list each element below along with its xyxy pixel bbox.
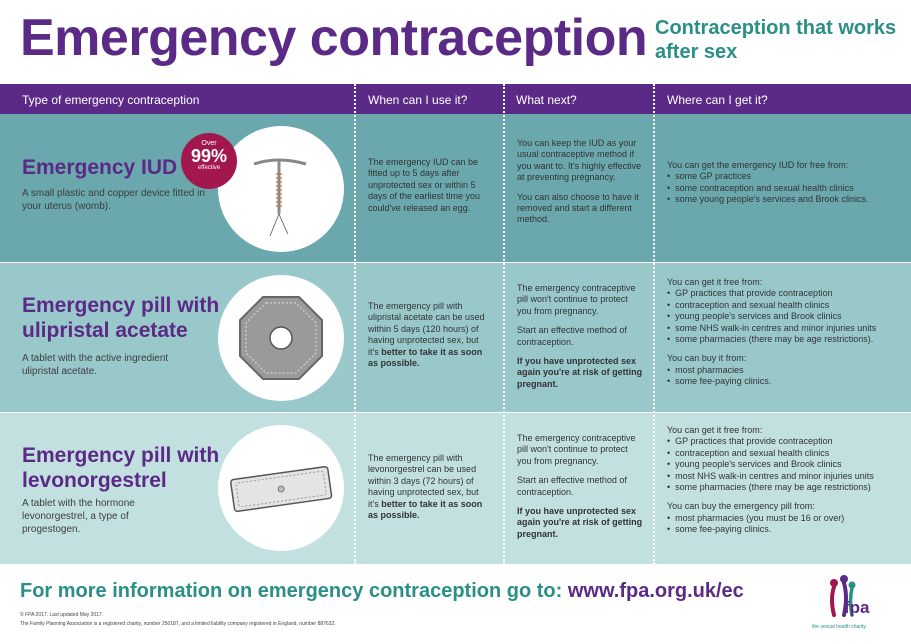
page-subtitle: Contraception that works after sex (655, 17, 897, 63)
fpa-logo-text: fpa (844, 598, 870, 617)
copyright-text: © FPA 2017. Last updated May 2017. (20, 612, 104, 618)
method-description-iud: A small plastic and copper device fitted in your uterus (womb). (22, 188, 205, 212)
list-item: • some pharmacies (there may be age restrictions). (667, 334, 905, 345)
page-title: Emergency contraception (20, 9, 648, 67)
list-item: • GP practices that provide contraception (667, 436, 905, 447)
next-text-ulipristal: The emergency contraceptive pill won't continue to protect you from pregnancy. Start an effective method of contraception. If you have unprotected sex again you're at risk of getting pregnant. (517, 283, 643, 389)
list-item: • most pharmacies (667, 365, 905, 376)
list-item: • GP practices that provide contraception (667, 288, 905, 299)
method-name-levonorgestrel: Emergency pill with levonorgestrel (22, 444, 220, 492)
list-item: • some fee-paying clinics. (667, 524, 905, 535)
column-header-when: When can I use it? (368, 93, 468, 107)
fpa-tagline: the sexual health charity (812, 624, 866, 630)
where-text-ulipristal: You can get it free from: • GP practices that provide contraception • contraception and sexual health clinics • young people's services and Brook clinics • some NHS walk-in centres and minor injuries units • some pharmacies (there may be age restrictions). You can buy it from: • most pharmacies • some fee-paying clinics. (667, 277, 905, 388)
list-item: • some young people's services and Brook clinics. (667, 194, 902, 205)
column-divider (653, 84, 655, 564)
list-item: • contraception and sexual health clinics (667, 448, 905, 459)
column-divider (354, 84, 356, 564)
pill-pack-icon (218, 275, 344, 401)
method-description-levonorgestrel: A tablet with the hormone levonorgestrel, a type of progestogen. (22, 498, 135, 535)
column-header-type: Type of emergency contraception (22, 93, 200, 107)
pill-blister-icon (218, 425, 344, 551)
next-text-iud: You can keep the IUD as your usual contraceptive method if you want to. It's highly effective at preventing pregnancy. You can also choose to have it removed and start a different method. (517, 138, 642, 225)
more-info-line (20, 580, 744, 603)
when-text-ulipristal: The emergency pill with ulipristal acetate can be used within 5 days (120 hours) of having unprotected sex, but it's better to take it as soon as possible. (368, 301, 485, 369)
effectiveness-badge: Over 99% effective (181, 133, 237, 189)
table-header (0, 84, 911, 114)
list-item: • most pharmacies (you must be 16 or over) (667, 513, 905, 524)
more-info-text: For more information on emergency contraception go to: (20, 580, 563, 602)
list-item: • some fee-paying clinics. (667, 376, 905, 387)
list-item: • some contraception and sexual health clinics (667, 183, 902, 194)
method-name-iud: Emergency IUD (22, 156, 178, 179)
levonorgestrel-pill-illustration (218, 425, 344, 551)
fpa-website-link[interactable]: www.fpa.org.uk/ec (567, 580, 744, 602)
column-divider (503, 84, 505, 564)
legal-text: The Family Planning Association is a registered charity, number 250187, and a limited liability company registered in England, number 887632. (20, 621, 336, 627)
column-header-where: Where can I get it? (667, 93, 768, 107)
where-text-levonorgestrel: You can get it free from: • GP practices that provide contraception • contraception and sexual health clinics • young people's services and Brook clinics • most NHS walk-in centres and minor injuries units • some pharmacies (there may be age restrictions) You can buy the emergency pill from: • most pharmacies (you must be 16 or over) • some fee-paying clinics. (667, 425, 905, 536)
where-text-iud: You can get the emergency IUD for free from: • some GP practices • some contraception and sexual health clinics • some young people's services and Brook clinics. (667, 160, 902, 206)
list-item: • young people's services and Brook clinics (667, 459, 905, 470)
list-item: • some GP practices (667, 171, 902, 182)
ulipristal-pill-illustration (218, 275, 344, 401)
list-item: • some pharmacies (there may be age restrictions) (667, 482, 905, 493)
method-name-ulipristal: Emergency pill with ulipristal acetate (22, 294, 220, 342)
method-description-ulipristal: A tablet with the active ingredient ulipristal acetate. (22, 353, 169, 377)
when-text-levonorgestrel: The emergency pill with levonorgestrel can be used within 3 days (72 hours) of having unprotected sex, but it's better to take it as soon as possible. (368, 453, 483, 521)
when-text-iud: The emergency IUD can be fitted up to 5 days after unprotected sex or within 5 days of the earliest time you could've released an egg. (368, 157, 481, 213)
next-text-levonorgestrel: The emergency contraceptive pill won't continue to protect you from pregnancy. Start an effective method of contraception. If you have unprotected sex again you're at risk of getting pregnant. (517, 433, 643, 539)
list-item: • most NHS walk-in centres and minor injuries units (667, 471, 905, 482)
list-item: • some NHS walk-in centres and minor injuries units (667, 323, 905, 334)
column-header-next: What next? (516, 93, 577, 107)
list-item: • contraception and sexual health clinics (667, 300, 905, 311)
list-item: • young people's services and Brook clinics (667, 311, 905, 322)
